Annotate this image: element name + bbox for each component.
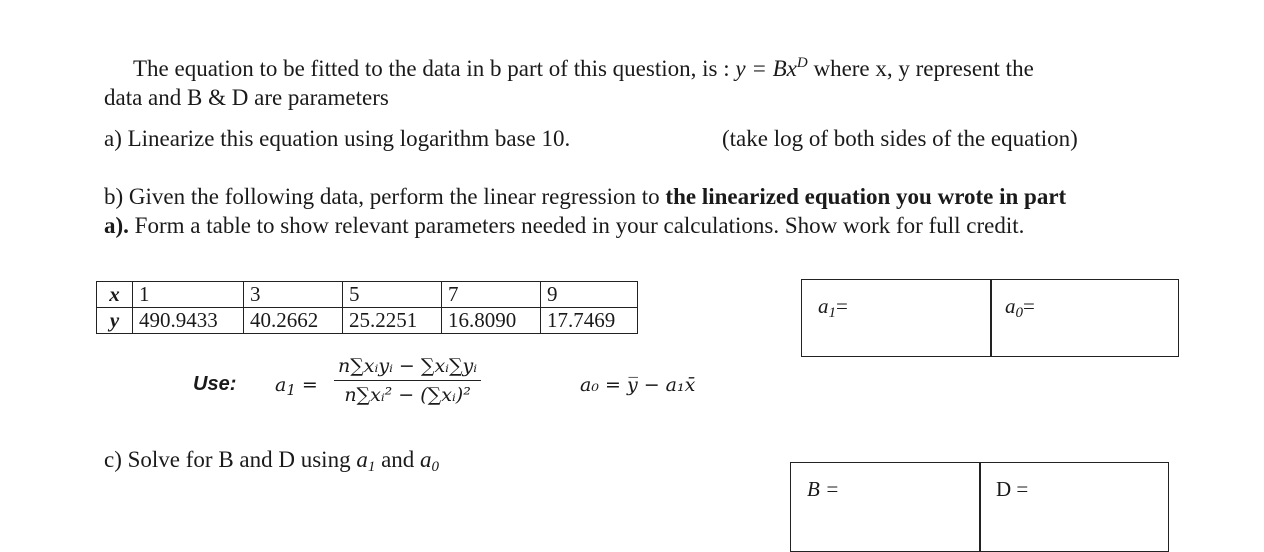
part-b-line-1: b) Given the following data, perform the linear regression to the linearized equation you wrote in part [104,184,1067,209]
a1-denominator: n∑xᵢ² − (∑xᵢ)² [344,384,471,406]
x-cell: 3 [244,282,343,308]
x-cell: 7 [442,282,541,308]
y-cell: 17.7469 [541,308,638,334]
y-cell: 16.8090 [442,308,541,334]
D-answer-box[interactable] [979,462,1169,552]
a1-answer-box[interactable] [801,279,992,357]
x-header: x [97,282,133,308]
y-cell: 40.2662 [244,308,343,334]
intro-line-2: data and B & D are parameters [104,85,389,110]
part-b-line-2: a). Form a table to show relevant parameters needed in your calculations. Show work for full credit. [104,213,1025,238]
fit-equation: $y = Bx^D$ [735,55,808,81]
a1-formula-lhs: $a_1$ = [275,374,318,399]
a1-numerator: n∑xᵢyᵢ − ∑xᵢ∑yᵢ [334,355,481,381]
y-header: y [97,308,133,334]
a0-formula: a₀ = y̅ − a₁x̄ [580,374,696,396]
D-label: D = [996,477,1029,501]
x-cell: 1 [133,282,244,308]
y-cell: 490.9433 [133,308,244,334]
a0-answer-box[interactable] [990,279,1179,357]
table-row-y [97,308,638,334]
part-a-hint: (take log of both sides of the equation) [722,126,1078,151]
part-a-text: a) Linearize this equation using logarithm base 10. [104,126,571,151]
intro-line-1: The equation to be fitted to the data in b part of this question, is : $y = Bx^D$ where x, y represent the [133,55,1034,81]
part-c-text: c) Solve for B and D using $a_1$ and $a_0$ [104,447,440,475]
x-cell: 5 [343,282,442,308]
a1-label: $a_1=$ [818,294,848,321]
table-row-x [97,282,638,308]
B-answer-box[interactable] [790,462,981,552]
data-table [96,281,638,334]
use-label: Use: [193,373,237,395]
x-cell: 9 [541,282,638,308]
B-label: B = [807,477,840,501]
a0-label: $a_0=$ [1005,294,1035,321]
y-cell: 25.2251 [343,308,442,334]
a1-fraction [334,355,481,406]
